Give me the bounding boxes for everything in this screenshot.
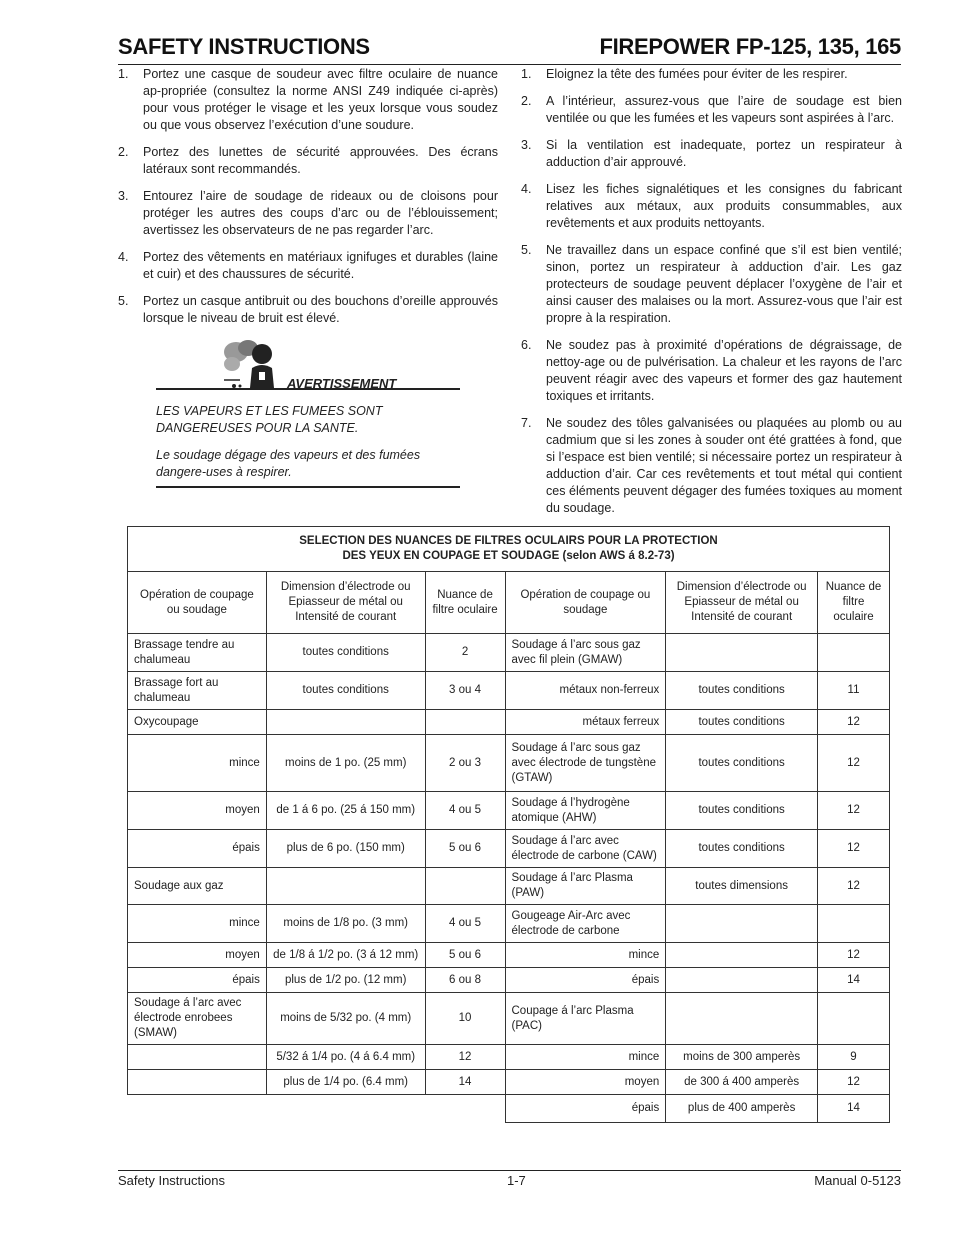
table-cell: plus de 1/2 po. (12 mm) [266, 968, 425, 993]
table-cell: 4 ou 5 [425, 905, 505, 943]
table-cell: Soudage aux gaz [128, 868, 267, 905]
table-cell: épais [128, 830, 267, 868]
table-cell: plus de 6 po. (150 mm) [266, 830, 425, 868]
col-header-operation: Opération de coupage ou soudage [128, 572, 267, 634]
table-caption-line-1: SELECTION DES NUANCES DE FILTRES OCULAIRS POUR LA PROTECTION [299, 535, 718, 547]
table-cell: épais [505, 968, 666, 993]
page-header-left: SAFETY INSTRUCTIONS [118, 34, 370, 59]
left-instruction-item [118, 66, 498, 134]
fume-hazard-icon [222, 340, 280, 390]
table-row [128, 735, 890, 792]
table-row [128, 993, 890, 1045]
table-cell: 11 [818, 672, 890, 710]
item-number: 1. [118, 67, 129, 81]
col-header-shade: Nuance de filtre oculaire [425, 572, 505, 634]
table-cell: 9 [818, 1045, 890, 1070]
item-number: 2. [521, 94, 532, 108]
table-cell: 14 [818, 1095, 890, 1123]
footer-manual-number: Manual 0-5123 [814, 1173, 901, 1188]
table-cell: moyen [505, 1070, 666, 1095]
right-instruction-item [521, 93, 902, 127]
warning-line-1: LES VAPEURS ET LES FUMEES SONT DANGEREUSES POUR LA SANTE. [156, 404, 383, 435]
col-header-operation-2: Opération de coupage ou soudage [505, 572, 666, 634]
table-cell: métaux ferreux [505, 710, 666, 735]
table-row [128, 1070, 890, 1095]
table-cell [128, 1045, 267, 1070]
footer-left: Safety Instructions [118, 1173, 225, 1188]
item-number: 4. [118, 250, 129, 264]
table-cell: 3 ou 4 [425, 672, 505, 710]
item-text: Ne soudez pas à proximité d’opérations de dégraissage, de nettoy-age ou de pulvérisation. La chaleur et les rayons de l’arc peuvent réagir avec des vapeurs et former des gaz hautement toxiques et irritants. [546, 338, 902, 403]
table-cell: 5/32 á 1/4 po. (4 á 6.4 mm) [266, 1045, 425, 1070]
table-cell: 12 [818, 735, 890, 792]
table-cell [818, 634, 890, 672]
right-instruction-list [521, 66, 902, 517]
table-cell: de 1/8 á 1/2 po. (3 á 12 mm) [266, 943, 425, 968]
table-cell [666, 905, 818, 943]
table-cell: moins de 1 po. (25 mm) [266, 735, 425, 792]
right-instruction-item [521, 181, 902, 232]
table-cell: moyen [128, 943, 267, 968]
right-column [521, 66, 902, 527]
filter-shade-table [127, 526, 890, 1123]
table-cell [128, 1070, 267, 1095]
table-cell: mince [128, 905, 267, 943]
item-text: Portez une casque de soudeur avec filtre oculaire de nuance ap-propriée (consultez la norme ANSI Z49 indiquée ci-après) pour vous protéger le visage et les yeux lorsque vous soudez ou que vous observez l’exécution d’une soudure. [143, 67, 498, 132]
table-cell: Soudage á l’arc sous gaz avec électrode de tungstène (GTAW) [505, 735, 666, 792]
item-text: Ne travaillez dans un espace confiné que s’il est bien ventilé; sinon, portez un respirateur à adduction d’air. Les gaz protecteurs de soudage peuvent déplacer l’oxygène de l’air et ainsi causer des malaises ou la mort. Assurez-vous que l’air est propre à la respiration. [546, 243, 902, 325]
header-rule [118, 64, 901, 65]
item-text: Portez des vêtements en matériaux ignifuges et durables (laine et cuir) et des chaussures de sécurité. [143, 250, 498, 281]
table-cell: toutes conditions [666, 792, 818, 830]
item-text: Portez des lunettes de sécurité approuvées. Des écrans latéraux sont recommandés. [143, 145, 498, 176]
table-row [128, 905, 890, 943]
table-cell: Soudage á l’arc avec électrode de carbone (CAW) [505, 830, 666, 868]
col-header-shade-2: Nuance de filtre oculaire [818, 572, 890, 634]
col-header-dimension: Dimension d’électrode ou Epiasseur de métal ou Intensité de courant [266, 572, 425, 634]
table-cell: métaux non-ferreux [505, 672, 666, 710]
right-instruction-item [521, 137, 902, 171]
table-cell: 14 [818, 968, 890, 993]
table-cell: moins de 300 amperès [666, 1045, 818, 1070]
item-text: A l’intérieur, assurez-vous que l’aire de soudage est bien ventilée ou que les fumées et les vapeurs sont aspirées à l’arc. [546, 94, 902, 125]
table-cell: Gougeage Air-Arc avec électrode de carbone [505, 905, 666, 943]
table-row [128, 634, 890, 672]
table-row [128, 792, 890, 830]
table-cell: de 1 á 6 po. (25 á 150 mm) [266, 792, 425, 830]
table-cell: 12 [818, 1070, 890, 1095]
item-number: 5. [521, 243, 532, 257]
table-cell: 10 [425, 993, 505, 1045]
table-cell: toutes conditions [666, 830, 818, 868]
table-row [128, 672, 890, 710]
item-number: 3. [118, 189, 129, 203]
table-cell: 12 [818, 710, 890, 735]
item-number: 2. [118, 145, 129, 159]
item-text: Ne soudez des tôles galvanisées ou plaquées au plomb ou au cadmium que si les zones à souder ont été grattées à fond, que si l’espace est bien ventilé; si nécessaire portez un respirateur à adduction d’air. Car ces revêtements et tout métal qui contient ces éléments peuvent dégager des fumées toxiques au moment du soudage. [546, 416, 902, 515]
item-text: Si la ventilation est inadequate, portez un respirateur à adduction d’air approuvé. [546, 138, 902, 169]
table-cell: 5 ou 6 [425, 943, 505, 968]
warning-bottom-rule [156, 486, 460, 488]
table-row [128, 1045, 890, 1070]
table-row [128, 830, 890, 868]
table-cell: Oxycoupage [128, 710, 267, 735]
warning-top-rule [156, 388, 460, 390]
item-text: Entourez l’aire de soudage de rideaux ou de cloisons pour protéger les autres des coups d’arc ou de l’éblouissement; avertissez les observateurs de ne pas regarder l’arc. [143, 189, 498, 237]
table-row [128, 710, 890, 735]
table-cell: Soudage á l’arc sous gaz avec fil plein (GMAW) [505, 634, 666, 672]
table-cell: Soudage á l’hydrogène atomique (AHW) [505, 792, 666, 830]
table-cell [425, 868, 505, 905]
table-cell: mince [505, 1045, 666, 1070]
left-column [118, 66, 498, 337]
item-number: 7. [521, 416, 532, 430]
table-cell: moins de 1/8 po. (3 mm) [266, 905, 425, 943]
footer-page-number: 1-7 [507, 1173, 526, 1188]
table-cell: 4 ou 5 [425, 792, 505, 830]
table-cell: plus de 1/4 po. (6.4 mm) [266, 1070, 425, 1095]
item-number: 5. [118, 294, 129, 308]
table-cell: Brassage tendre au chalumeau [128, 634, 267, 672]
left-instruction-item [118, 188, 498, 239]
table-cell [818, 905, 890, 943]
item-text: Lisez les fiches signalétiques et les consignes du fabricant relatives aux métaux, aux produits consummables, aux revêtements et aux produits nettoyants. [546, 182, 902, 230]
table-row [128, 1095, 890, 1123]
table-cell [666, 943, 818, 968]
table-row [128, 968, 890, 993]
page-header-right: FIREPOWER FP-125, 135, 165 [599, 34, 901, 59]
table-cell: 12 [818, 868, 890, 905]
table-cell: 12 [425, 1045, 505, 1070]
table-cell [266, 710, 425, 735]
table-cell: plus de 400 amperès [666, 1095, 818, 1123]
table-cell: Soudage á l’arc Plasma (PAW) [505, 868, 666, 905]
table-cell: 6 ou 8 [425, 968, 505, 993]
table-caption-line-2: DES YEUX EN COUPAGE ET SOUDAGE (selon AWS á 8.2-73) [342, 550, 675, 562]
item-text: Portez un casque antibruit ou des bouchons d’oreille approuvés lorsque le niveau de bruit est élevé. [143, 294, 498, 325]
table-cell: Brassage fort au chalumeau [128, 672, 267, 710]
footer-rule [118, 1170, 901, 1171]
table-cell: toutes conditions [266, 634, 425, 672]
table-row [128, 943, 890, 968]
right-instruction-item [521, 242, 902, 327]
table-cell [266, 868, 425, 905]
table-cell: moyen [128, 792, 267, 830]
table-cell: Soudage á l’arc avec électrode enrobees (SMAW) [128, 993, 267, 1045]
table-cell: 12 [818, 792, 890, 830]
right-instruction-item [521, 66, 902, 83]
table-body [128, 634, 890, 1123]
left-instruction-item [118, 293, 498, 327]
right-instruction-item [521, 415, 902, 517]
table-cell: toutes conditions [666, 735, 818, 792]
table-cell: toutes dimensions [666, 868, 818, 905]
item-number: 1. [521, 67, 532, 81]
table-cell: mince [505, 943, 666, 968]
col-header-dimension-2: Dimension d’électrode ou Epiasseur de métal ou Intensité de courant [666, 572, 818, 634]
table-cell: mince [128, 735, 267, 792]
table-cell: Coupage á l’arc Plasma (PAC) [505, 993, 666, 1045]
table-caption [128, 527, 890, 572]
table-cell: moins de 5/32 po. (4 mm) [266, 993, 425, 1045]
left-instruction-item [118, 144, 498, 178]
table-cell: épais [505, 1095, 666, 1123]
left-instruction-item [118, 249, 498, 283]
item-number: 6. [521, 338, 532, 352]
table-cell: 2 [425, 634, 505, 672]
table-row [128, 868, 890, 905]
table-cell: toutes conditions [266, 672, 425, 710]
table-cell: toutes conditions [666, 672, 818, 710]
warning-title: AVERTISSEMENT [287, 376, 397, 391]
left-instruction-list [118, 66, 498, 327]
table-cell [666, 968, 818, 993]
table-cell [425, 710, 505, 735]
item-number: 3. [521, 138, 532, 152]
table-cell: de 300 á 400 amperès [666, 1070, 818, 1095]
item-text: Eloignez la tête des fumées pour éviter de les respirer. [546, 67, 848, 81]
item-number: 4. [521, 182, 532, 196]
table-cell: 14 [425, 1070, 505, 1095]
table-cell: 2 ou 3 [425, 735, 505, 792]
table-cell: épais [128, 968, 267, 993]
table-cell: toutes conditions [666, 710, 818, 735]
warning-body [156, 403, 460, 491]
warning-line-2: Le soudage dégage des vapeurs et des fumées dangere-uses à respirer. [156, 448, 421, 479]
table-cell [666, 993, 818, 1045]
table-cell: 12 [818, 830, 890, 868]
right-instruction-item [521, 337, 902, 405]
table-cell [666, 634, 818, 672]
table-cell: 12 [818, 943, 890, 968]
table-cell [818, 993, 890, 1045]
table-cell: 5 ou 6 [425, 830, 505, 868]
